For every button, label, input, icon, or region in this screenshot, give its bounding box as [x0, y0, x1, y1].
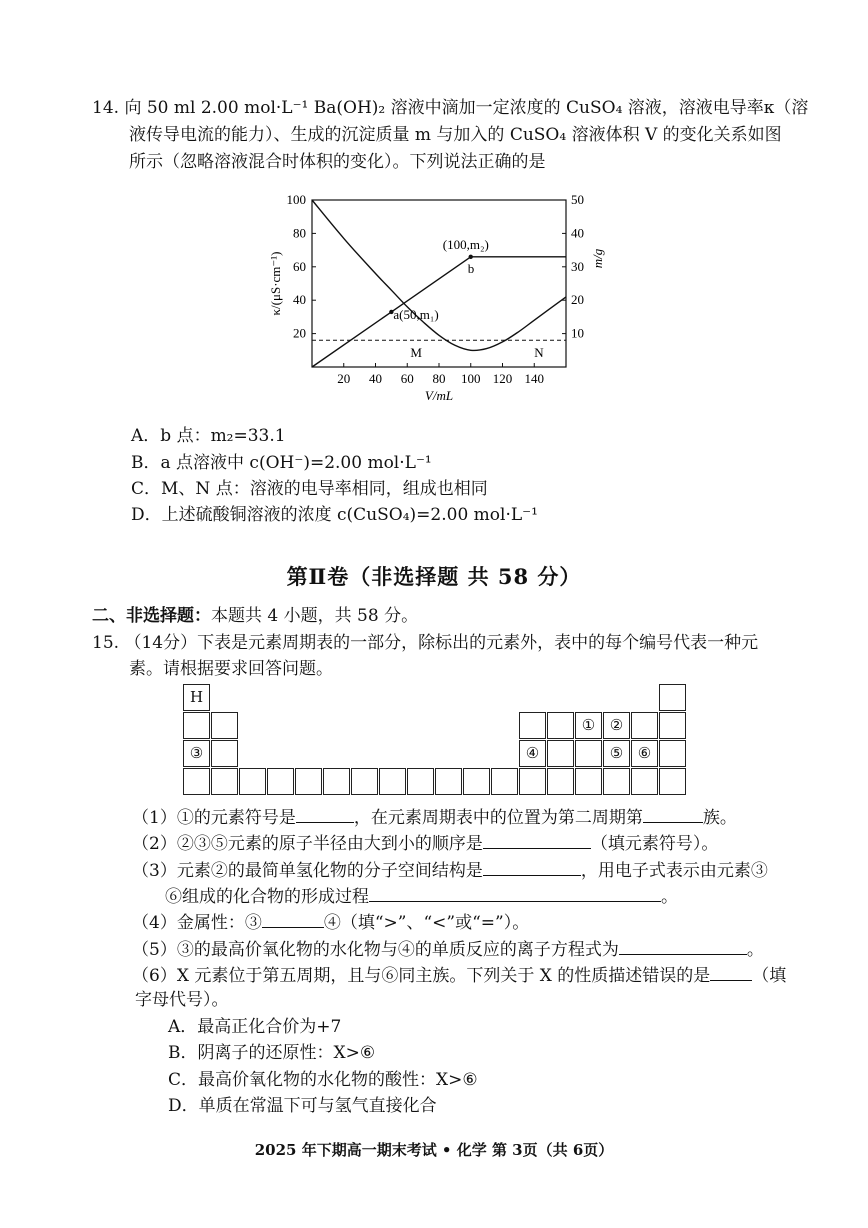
section-heading-rest: 本题共 4 小题，共 58 分。 [211, 606, 419, 626]
label-a: a(50,m₁) [393, 306, 439, 322]
q15-sub3-text-c: ⑥组成的化合物的形成过程 [165, 887, 369, 907]
element-cell [211, 740, 238, 767]
x-tick-label: 60 [400, 371, 414, 386]
element-cell [659, 684, 686, 711]
q15-sub6-text-a: （6）X 元素位于第五周期，且与⑥同主族。下列关于 X 的性质描述错误的是 [132, 966, 711, 986]
element-cell [519, 768, 546, 795]
element-cell [631, 768, 658, 795]
section-heading [92, 604, 418, 628]
answer-blank[interactable] [483, 857, 581, 876]
element-cell [351, 768, 378, 795]
y-right-tick-label: 50 [571, 192, 584, 207]
y-left-tick-label: 60 [293, 258, 306, 274]
y-right-tick-label: 20 [571, 292, 584, 308]
q15-sub4 [132, 909, 529, 935]
element-cell [659, 740, 686, 767]
element-cell [267, 768, 294, 795]
answer-blank[interactable] [619, 936, 747, 955]
element-cell [463, 768, 490, 795]
element-cell [575, 740, 602, 767]
x-tick-label: 80 [432, 371, 446, 386]
q14-option-a: A．b 点：m₂=33.1 [131, 426, 286, 446]
answer-blank[interactable] [296, 804, 354, 823]
q14-option-c: C．M、N 点：溶液的电导率相同，组成也相同 [131, 479, 488, 499]
label-M: M [410, 345, 422, 360]
q15-sub5-text-a: （5）③的最高价氧化物的水化物与④的单质反应的离子方程式为 [132, 940, 619, 960]
label-b-coord: (100,m₂) [442, 236, 489, 252]
element-cell [239, 768, 266, 795]
y-left-tick-label: 40 [293, 292, 306, 308]
y-left-tick-label: 20 [293, 325, 306, 341]
element-cell [659, 712, 686, 739]
q15-sub2 [132, 830, 718, 856]
q15-sub2-text-b: （填元素符号）。 [590, 834, 719, 854]
page-footer: 2025 年下期高一期末考试 • 化学 第 3页（共 6页） [254, 1141, 614, 1159]
q15-option-d: D．单质在常温下可与氢气直接化合 [168, 1096, 437, 1116]
q15-line2: 素。请根据要求回答问题。 [129, 659, 333, 679]
answer-blank[interactable] [643, 804, 703, 823]
q15-sub5 [132, 936, 764, 962]
answer-blank[interactable] [262, 909, 324, 928]
element-cell [491, 768, 518, 795]
element-cell-H: H [183, 684, 210, 711]
q15-sub3-cont [165, 883, 678, 909]
q15-option-c: C．最高价氧化物的水化物的酸性：X>⑥ [168, 1070, 478, 1090]
periodic-table [183, 684, 687, 800]
element-cell-n3: ③ [183, 740, 210, 767]
element-cell [547, 768, 574, 795]
element-cell [211, 768, 238, 795]
q15-sub3-text-b: ，用电子式表示由元素③ [580, 861, 768, 881]
element-cell [631, 712, 658, 739]
element-cell [183, 768, 210, 795]
q15-sub1 [132, 804, 737, 830]
plot-frame [312, 200, 566, 367]
q15-sub6-text-b: （填 [752, 966, 787, 986]
x-axis-label: V/mL [424, 388, 454, 403]
conductivity-chart [260, 190, 620, 405]
series-line-0 [312, 200, 566, 350]
q15-sub1-text-b: ，在元素周期表中的位置为第二周期第 [353, 808, 643, 828]
q14-line3: 所示（忽略溶液混合时体积的变化）。下列说法正确的是 [129, 152, 546, 172]
y-right-tick-label: 10 [571, 325, 584, 341]
q15-option-b: B．阴离子的还原性：X>⑥ [168, 1043, 376, 1063]
element-cell [519, 712, 546, 739]
section-heading-bold: 二、非选择题： [92, 606, 211, 626]
q15-sub6 [132, 962, 786, 988]
y-left-tick-label: 100 [286, 192, 306, 207]
element-cell [547, 712, 574, 739]
q15-sub3-text-d: 。 [661, 887, 678, 907]
q15-sub3-text-a: （3）元素②的最简单氢化物的分子空间结构是 [132, 861, 483, 881]
x-tick-label: 120 [492, 371, 513, 386]
element-cell-n1: ① [575, 712, 602, 739]
q15-sub1-text-a: （1）①的元素符号是 [132, 808, 296, 828]
q15-sub4-text-b: ④（填“>”、“<”或“=”）。 [323, 913, 530, 933]
element-cell-n2: ② [603, 712, 630, 739]
q15-line1: 15. （14分）下表是元素周期表的一部分，除标出的元素外，表中的每个编号代表一种元 [92, 633, 759, 653]
element-cell [547, 740, 574, 767]
answer-blank[interactable] [369, 883, 661, 902]
q15-option-a: A．最高正化合价为+7 [168, 1017, 342, 1037]
q15-sub5-text-b: 。 [746, 940, 764, 960]
y-left-tick-label: 80 [293, 225, 306, 241]
label-b: b [467, 260, 475, 276]
element-cell-n4: ④ [519, 740, 546, 767]
x-tick-label: 140 [524, 371, 544, 386]
x-tick-label: 40 [369, 371, 382, 386]
answer-blank[interactable] [483, 830, 591, 849]
y-left-axis-label: κ/(μS·cm⁻¹) [268, 251, 283, 316]
element-cell [379, 768, 406, 795]
element-cell [183, 712, 210, 739]
q14-option-b: B．a 点溶液中 c(OH⁻)=2.00 mol·L⁻¹ [131, 453, 432, 473]
element-cell [603, 768, 630, 795]
series-line-1 [312, 257, 566, 367]
y-right-axis-label: m/g [590, 248, 605, 269]
element-cell [295, 768, 322, 795]
element-cell [323, 768, 350, 795]
element-cell [659, 768, 686, 795]
q15-sub1-text-c: 族。 [702, 808, 737, 828]
y-right-tick-label: 30 [571, 258, 584, 274]
answer-blank[interactable] [710, 962, 752, 981]
element-cell-n6: ⑥ [631, 740, 658, 767]
label-N: N [534, 345, 544, 360]
section-title: 第Ⅱ卷（非选择题 共 58 分） [286, 564, 582, 589]
element-cell [435, 768, 462, 795]
q15-sub2-text-a: （2）②③⑤元素的原子半径由大到小的顺序是 [132, 834, 483, 854]
q15-sub4-text-a: （4）金属性：③ [132, 913, 262, 933]
element-cell-n5: ⑤ [603, 740, 630, 767]
element-cell [575, 768, 602, 795]
q14-line1: 14. 向 50 ml 2.00 mol·L⁻¹ Ba(OH)₂ 溶液中滴加一定浓度的 CuSO₄ 溶液，溶液电导率κ（溶 [92, 98, 809, 118]
x-tick-label: 20 [337, 371, 351, 386]
point-b [469, 255, 473, 259]
q15-sub6-cont: 字母代号）。 [135, 990, 229, 1010]
y-right-tick-label: 40 [571, 225, 584, 241]
x-tick-label: 100 [461, 371, 481, 386]
q14-option-d: D．上述硫酸铜溶液的浓度 c(CuSO₄)=2.00 mol·L⁻¹ [131, 505, 538, 525]
element-cell [407, 768, 434, 795]
element-cell [211, 712, 238, 739]
q15-sub3 [132, 857, 768, 883]
q14-line2: 液传导电流的能力）、生成的沉淀质量 m 与加入的 CuSO₄ 溶液体积 V 的变化关系如图 [129, 125, 782, 145]
